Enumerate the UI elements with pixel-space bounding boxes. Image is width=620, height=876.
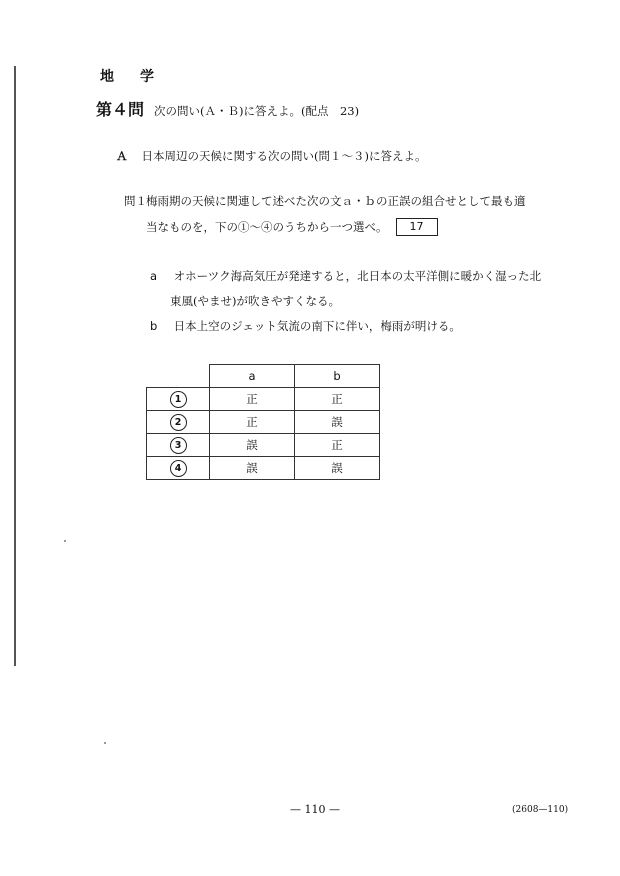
part-a-mark: Ａ [116, 149, 128, 163]
table-row[interactable] [147, 411, 380, 434]
column-header-a: a [210, 365, 295, 388]
cell-b: 正 [295, 388, 380, 411]
left-margin-rule [14, 66, 16, 666]
cell-a: 正 [210, 411, 295, 434]
choice-1-circle: 1 [170, 391, 187, 408]
question-1-text-line2-wrap [146, 218, 438, 236]
scan-speck [104, 742, 106, 744]
cell-a: 正 [210, 388, 295, 411]
cell-b: 誤 [295, 411, 380, 434]
statement-a-line1: オホーツク海高気圧が発達すると，北日本の太平洋側に暖かく湿った北 [173, 269, 542, 283]
column-header-b: b [295, 365, 380, 388]
exam-code: (2608—110) [512, 805, 569, 815]
cell-a: 誤 [210, 434, 295, 457]
choice-2-circle: 2 [170, 414, 187, 431]
cell-b: 正 [295, 434, 380, 457]
choice-4-circle: 4 [170, 460, 187, 477]
statement-b-line1: 日本上空のジェット気流の南下に伴い，梅雨が明ける。 [173, 319, 461, 333]
table-header-row [147, 365, 380, 388]
statement-a [150, 268, 541, 284]
page-number: — 110 — [290, 803, 340, 816]
cell-b: 誤 [295, 457, 380, 480]
statement-a-key: a [150, 269, 158, 283]
choice-cell [147, 411, 210, 434]
cell-a: 誤 [210, 457, 295, 480]
answer-table [146, 364, 380, 480]
statement-b [150, 318, 461, 334]
table-corner [147, 365, 210, 388]
choice-cell [147, 434, 210, 457]
statement-a-continued [170, 293, 340, 309]
subject-title: 地 学 [100, 69, 160, 85]
statement-a-line2: 東風(やませ)が吹きやすくなる。 [170, 294, 340, 308]
question-1-text-line2: 当なものを，下の①～④のうちから一つ選べ。 [146, 220, 388, 234]
statement-b-key: b [150, 319, 158, 333]
choice-cell [147, 457, 210, 480]
table-row[interactable] [147, 457, 380, 480]
scan-speck [64, 540, 66, 542]
part-a-intro [116, 148, 426, 164]
part-a-text: 日本周辺の天候に関する次の問い(問１～３)に答えよ。 [141, 149, 427, 163]
question-instruction: 次の問い(Ａ・Ｂ)に答えよ。(配点 23) [154, 104, 360, 118]
question-1-label: 問１ [124, 194, 147, 208]
question-1-text-line1: 梅雨期の天候に関連して述べた次の文ａ・ｂの正誤の組合せとして最も適 [146, 194, 526, 208]
choice-3-circle: 3 [170, 437, 187, 454]
answer-box[interactable]: 17 [396, 218, 438, 236]
table-row[interactable] [147, 388, 380, 411]
question-header [96, 97, 359, 120]
table-row[interactable] [147, 434, 380, 457]
question-number: 第４問 [96, 100, 145, 119]
choice-cell [147, 388, 210, 411]
